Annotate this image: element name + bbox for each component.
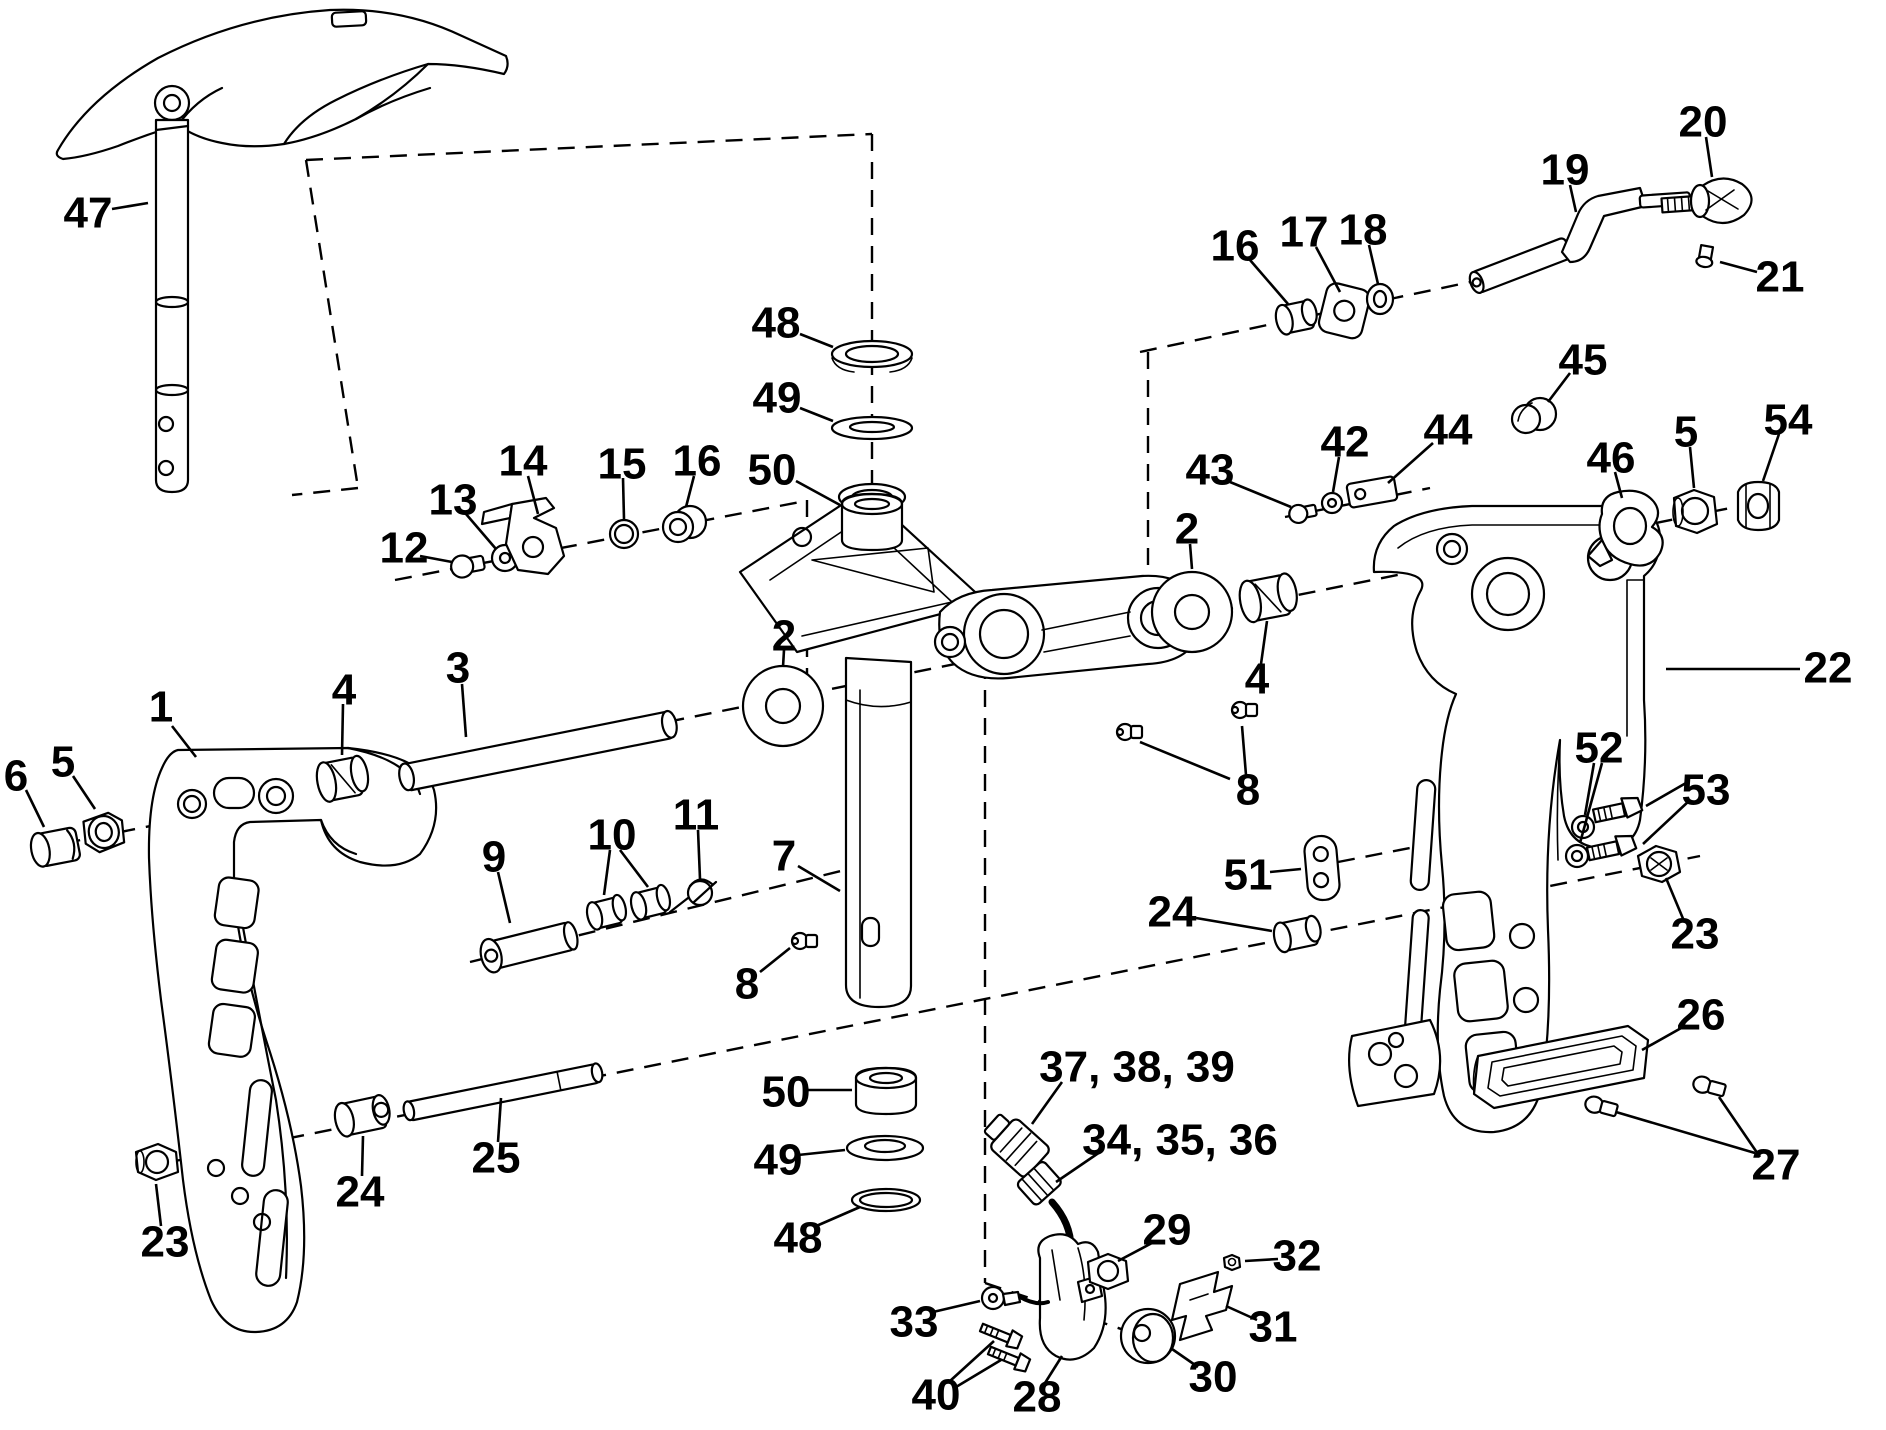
callout-7: 7 [771, 831, 797, 881]
callout-37-38-39: 37, 38, 39 [1039, 1042, 1235, 1092]
callout-27: 27 [1751, 1140, 1801, 1190]
callout-50: 50 [761, 1067, 811, 1117]
callout-leader-51 [1270, 869, 1301, 872]
callout-13: 13 [428, 475, 478, 525]
callout-43: 43 [1185, 445, 1235, 495]
callout-54: 54 [1763, 395, 1813, 445]
callout-42: 42 [1320, 417, 1370, 467]
callout-18: 18 [1338, 205, 1388, 255]
callout-11: 11 [672, 790, 720, 840]
callout-2: 2 [1174, 504, 1200, 554]
part-7-swivel-bracket [740, 484, 1201, 1007]
callout-47: 47 [63, 188, 113, 238]
callout-6: 6 [3, 751, 29, 801]
part-6-cap [28, 826, 81, 868]
part-3-tilt-tube [397, 710, 679, 792]
part-2-washer-right [1152, 572, 1232, 652]
callout-2: 2 [771, 611, 797, 661]
part-50-bushing-upper [842, 494, 902, 550]
part-31-retainer-clip [1172, 1272, 1232, 1340]
part-8-grease-fitting-arm-b [1232, 702, 1257, 718]
part-5-swivel-nut-right [1673, 490, 1717, 533]
callout-3: 3 [445, 643, 471, 693]
callout-19: 19 [1540, 145, 1590, 195]
callout-24: 24 [335, 1167, 385, 1217]
callout-14: 14 [498, 436, 548, 486]
callout-49: 49 [753, 1135, 803, 1185]
callout-53: 53 [1681, 765, 1731, 815]
part-28-sender-body [1038, 1234, 1105, 1359]
part-48-o-ring-lower [852, 1189, 920, 1211]
callout-49: 49 [752, 373, 802, 423]
callout-5: 5 [50, 737, 76, 787]
part-10-bushing-b [628, 884, 673, 922]
callout-leader-50 [796, 481, 840, 505]
part-8-grease-fitting-arm-a [1117, 724, 1142, 740]
callout-26: 26 [1676, 990, 1726, 1040]
part-54-lock-nut [1738, 482, 1779, 530]
part-50-bushing-lower [856, 1068, 916, 1114]
part-12-bolt [449, 552, 486, 580]
callout-20: 20 [1678, 97, 1728, 147]
part-16-bushing-right [1273, 298, 1319, 336]
callout-8: 8 [1235, 765, 1261, 815]
callout-46: 46 [1586, 433, 1636, 483]
callout-16: 16 [1210, 221, 1260, 271]
callout-33: 33 [889, 1297, 939, 1347]
part-21-screw [1696, 245, 1715, 268]
callout-leader-6 [26, 790, 44, 827]
callout-28: 28 [1012, 1372, 1062, 1422]
callout-45: 45 [1558, 335, 1608, 385]
part-30-sender-wheel [1121, 1309, 1175, 1363]
callout-leader-43 [1230, 482, 1291, 507]
part-47-steering-arm [57, 10, 508, 492]
callout-9: 9 [481, 832, 507, 882]
callout-21: 21 [1755, 252, 1805, 302]
part-24-bushing-left [332, 1094, 393, 1139]
part-25-tilt-rod [402, 1063, 604, 1122]
callout-4: 4 [1244, 654, 1270, 704]
part-1-stern-bracket-port [149, 748, 436, 1332]
callout-32: 32 [1272, 1231, 1322, 1281]
part-32-nut-small [1224, 1255, 1240, 1270]
part-18-washer [1367, 284, 1393, 314]
callout-leader-7 [798, 866, 840, 891]
part-24-bushing-right [1271, 915, 1323, 954]
part-40-screws [978, 1319, 1030, 1373]
part-23-nut-right [1638, 846, 1680, 882]
callout-52: 52 [1574, 723, 1624, 773]
part-4-bushing-right [1237, 572, 1301, 624]
part-49-washer-upper [832, 417, 912, 439]
callout-leader-8 [760, 948, 790, 972]
part-49-washer-lower [847, 1136, 923, 1160]
callout-5: 5 [1673, 407, 1699, 457]
callout-leader-53 [1646, 783, 1686, 806]
callout-50: 50 [747, 445, 797, 495]
callout-10: 10 [587, 810, 637, 860]
callout-leader-24 [1196, 918, 1272, 931]
part-20-knob [1661, 178, 1751, 223]
part-42-washer [1322, 493, 1342, 513]
callout-29: 29 [1142, 1205, 1192, 1255]
callout-34-35-36: 34, 35, 36 [1082, 1115, 1278, 1165]
part-46-hook [1588, 491, 1663, 566]
callout-48: 48 [773, 1213, 823, 1263]
callout-1: 1 [148, 682, 174, 732]
callout-15: 15 [597, 439, 647, 489]
callout-48: 48 [751, 298, 801, 348]
callout-leader-8 [1140, 742, 1230, 779]
callout-leader-21 [1720, 262, 1757, 272]
callout-25: 25 [471, 1133, 521, 1183]
callout-22: 22 [1803, 643, 1853, 693]
part-51-spacer-plate [1303, 835, 1340, 902]
part-45-bushing [1512, 398, 1556, 433]
callout-leader-33 [933, 1301, 980, 1312]
callout-8: 8 [734, 959, 760, 1009]
callout-leader-48 [800, 334, 833, 347]
callout-leader-40 [956, 1360, 1001, 1387]
callout-16: 16 [672, 436, 722, 486]
part-19-tilt-lock-rod [1467, 188, 1690, 295]
callout-31: 31 [1248, 1302, 1298, 1352]
callout-12: 12 [379, 523, 429, 573]
part-23-nut-left [136, 1144, 178, 1180]
callout-leader-49 [800, 408, 833, 421]
part-33-ground-wire [982, 1287, 1048, 1309]
callout-23: 23 [140, 1217, 190, 1267]
callout-44: 44 [1423, 405, 1473, 455]
callout-leader-49 [798, 1150, 845, 1155]
callout-17: 17 [1279, 207, 1329, 257]
callout-51: 51 [1223, 850, 1273, 900]
callout-leader-5 [73, 776, 95, 809]
part-5-swivel-nut-left [81, 811, 127, 855]
part-17-latch-plate [1317, 281, 1372, 340]
callout-leader-47 [112, 203, 148, 209]
part-9-clevis-pin [477, 918, 580, 975]
callout-30: 30 [1188, 1352, 1238, 1402]
part-16-flanged-nut-center [663, 506, 706, 542]
callout-4: 4 [331, 665, 357, 715]
part-2-washer-center [743, 666, 823, 746]
callout-40: 40 [911, 1370, 961, 1420]
callout-24: 24 [1147, 887, 1197, 937]
part-48-thrust-washer-upper [832, 341, 912, 372]
part-43-bolt [1288, 502, 1318, 525]
part-15-o-ring [610, 520, 638, 548]
part-8-grease-fitting-lower [792, 933, 817, 949]
callout-23: 23 [1670, 909, 1720, 959]
